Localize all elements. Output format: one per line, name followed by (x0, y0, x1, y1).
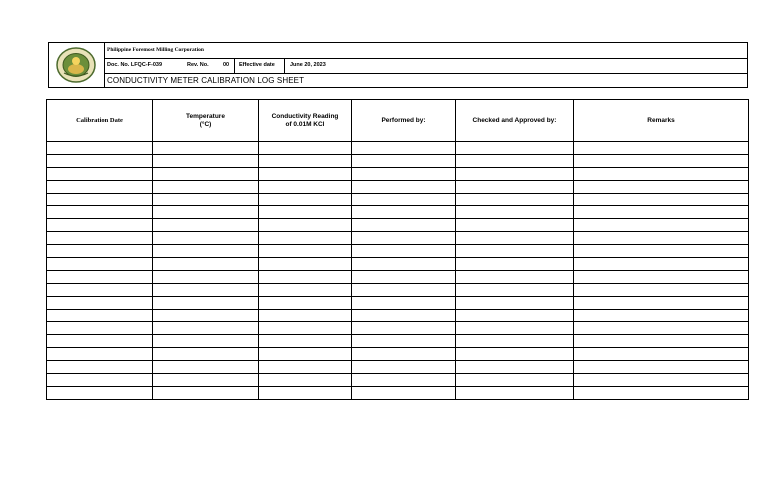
table-row (47, 154, 749, 167)
remarks-cell[interactable] (574, 258, 749, 271)
effective-date-value: June 20, 2023 (290, 62, 326, 68)
performed-by-cell[interactable] (352, 322, 456, 335)
calibration-date-cell[interactable] (47, 374, 153, 387)
conductivity-reading-cell[interactable] (259, 348, 352, 361)
remarks-cell[interactable] (574, 167, 749, 180)
checked-by-cell[interactable] (456, 206, 574, 219)
performed-by-cell[interactable] (352, 154, 456, 167)
remarks-cell[interactable] (574, 206, 749, 219)
temperature-cell[interactable] (153, 361, 259, 374)
conductivity-reading-cell[interactable] (259, 374, 352, 387)
document-info-row (104, 58, 747, 74)
temperature-cell[interactable] (153, 219, 259, 232)
calibration-date-cell[interactable] (47, 219, 153, 232)
calibration-date-cell[interactable] (47, 283, 153, 296)
performed-by-cell[interactable] (352, 206, 456, 219)
conductivity-reading-cell[interactable] (259, 309, 352, 322)
conductivity-reading-cell[interactable] (259, 154, 352, 167)
temperature-cell[interactable] (153, 348, 259, 361)
revision-value: 00 (223, 62, 230, 68)
temperature-cell[interactable] (153, 180, 259, 193)
temperature-cell[interactable] (153, 296, 259, 309)
table-row (47, 270, 749, 283)
conductivity-reading-cell[interactable] (259, 193, 352, 206)
table-row (47, 283, 749, 296)
remarks-cell[interactable] (574, 270, 749, 283)
calibration-date-cell[interactable] (47, 361, 153, 374)
table-row (47, 219, 749, 232)
performed-by-cell[interactable] (352, 309, 456, 322)
calibration-date-cell[interactable] (47, 322, 153, 335)
remarks-cell[interactable] (574, 245, 749, 258)
table-row (47, 296, 749, 309)
checked-by-cell[interactable] (456, 154, 574, 167)
checked-by-cell[interactable] (456, 361, 574, 374)
effective-date-label: Effective date (239, 62, 275, 68)
calibration-date-cell[interactable] (47, 167, 153, 180)
calibration-date-cell[interactable] (47, 309, 153, 322)
calibration-date-cell[interactable] (47, 193, 153, 206)
conductivity-reading-cell[interactable] (259, 206, 352, 219)
checked-by-cell[interactable] (456, 245, 574, 258)
remarks-cell[interactable] (574, 154, 749, 167)
calibration-date-cell[interactable] (47, 296, 153, 309)
performed-by-cell[interactable] (352, 374, 456, 387)
checked-by-cell[interactable] (456, 348, 574, 361)
form-title: CONDUCTIVITY METER CALIBRATION LOG SHEET (107, 76, 305, 85)
table-row (47, 245, 749, 258)
calibration-date-cell[interactable] (47, 245, 153, 258)
temperature-cell[interactable] (153, 374, 259, 387)
conductivity-reading-cell[interactable] (259, 386, 352, 399)
remarks-cell[interactable] (574, 348, 749, 361)
company-logo-icon (55, 46, 97, 84)
performed-by-cell[interactable] (352, 193, 456, 206)
performed-by-cell[interactable] (352, 180, 456, 193)
checked-by-cell[interactable] (456, 232, 574, 245)
company-logo-cell (49, 43, 105, 87)
remarks-cell[interactable] (574, 386, 749, 399)
column-header-unit: (°C) (199, 120, 212, 128)
column-header-label: of 0.01M KCl (285, 120, 325, 128)
remarks-cell[interactable] (574, 361, 749, 374)
calibration-date-cell[interactable] (47, 270, 153, 283)
conductivity-reading-cell[interactable] (259, 167, 352, 180)
form-header (48, 42, 748, 88)
remarks-cell[interactable] (574, 232, 749, 245)
conductivity-reading-cell[interactable] (259, 270, 352, 283)
remarks-cell[interactable] (574, 296, 749, 309)
column-header-temperature (153, 100, 259, 142)
conductivity-reading-cell[interactable] (259, 335, 352, 348)
conductivity-reading-cell[interactable] (259, 245, 352, 258)
performed-by-cell[interactable] (352, 232, 456, 245)
conductivity-reading-cell[interactable] (259, 322, 352, 335)
temperature-cell[interactable] (153, 245, 259, 258)
temperature-cell[interactable] (153, 270, 259, 283)
table-row (47, 374, 749, 387)
calibration-date-cell[interactable] (47, 142, 153, 155)
checked-by-cell[interactable] (456, 322, 574, 335)
divider (284, 58, 285, 73)
calibration-date-cell[interactable] (47, 154, 153, 167)
doc-number: Doc. No. LFQC-F-039 (107, 62, 163, 68)
conductivity-reading-cell[interactable] (259, 219, 352, 232)
performed-by-cell[interactable] (352, 296, 456, 309)
remarks-cell[interactable] (574, 219, 749, 232)
performed-by-cell[interactable] (352, 245, 456, 258)
table-row (47, 193, 749, 206)
remarks-cell[interactable] (574, 193, 749, 206)
column-header-checked-by (456, 100, 574, 142)
calibration-date-cell[interactable] (47, 180, 153, 193)
checked-by-cell[interactable] (456, 270, 574, 283)
checked-by-cell[interactable] (456, 142, 574, 155)
temperature-cell[interactable] (153, 283, 259, 296)
checked-by-cell[interactable] (456, 296, 574, 309)
conductivity-reading-cell[interactable] (259, 180, 352, 193)
checked-by-cell[interactable] (456, 374, 574, 387)
temperature-cell[interactable] (153, 142, 259, 155)
checked-by-cell[interactable] (456, 386, 574, 399)
table-body (47, 142, 749, 400)
column-header-label: Temperature (186, 113, 225, 121)
calibration-date-cell[interactable] (47, 206, 153, 219)
performed-by-cell[interactable] (352, 142, 456, 155)
column-header-label: Performed by: (381, 116, 426, 124)
table-row (47, 180, 749, 193)
column-header-conductivity-reading (259, 100, 352, 142)
remarks-cell[interactable] (574, 374, 749, 387)
column-header-label: Remarks (647, 116, 675, 124)
remarks-cell[interactable] (574, 142, 749, 155)
conductivity-reading-cell[interactable] (259, 258, 352, 271)
table-row (47, 309, 749, 322)
temperature-cell[interactable] (153, 154, 259, 167)
conductivity-reading-cell[interactable] (259, 142, 352, 155)
column-header-label: Conductivity Reading (271, 113, 339, 121)
column-header-calibration-date (47, 100, 153, 142)
temperature-cell[interactable] (153, 193, 259, 206)
temperature-cell[interactable] (153, 167, 259, 180)
calibration-date-cell[interactable] (47, 386, 153, 399)
table-row (47, 142, 749, 155)
conductivity-reading-cell[interactable] (259, 232, 352, 245)
table-row (47, 232, 749, 245)
performed-by-cell[interactable] (352, 219, 456, 232)
temperature-cell[interactable] (153, 386, 259, 399)
column-header-label: Calibration Date (76, 116, 123, 124)
performed-by-cell[interactable] (352, 335, 456, 348)
table-row (47, 167, 749, 180)
company-name: Philippine Foremost Milling Corporation (104, 43, 747, 59)
table-row (47, 361, 749, 374)
remarks-cell[interactable] (574, 309, 749, 322)
conductivity-reading-cell[interactable] (259, 361, 352, 374)
table-row (47, 322, 749, 335)
checked-by-cell[interactable] (456, 193, 574, 206)
checked-by-cell[interactable] (456, 219, 574, 232)
calibration-date-cell[interactable] (47, 258, 153, 271)
calibration-date-cell[interactable] (47, 232, 153, 245)
temperature-cell[interactable] (153, 335, 259, 348)
performed-by-cell[interactable] (352, 348, 456, 361)
calibration-date-cell[interactable] (47, 348, 153, 361)
performed-by-cell[interactable] (352, 258, 456, 271)
checked-by-cell[interactable] (456, 258, 574, 271)
performed-by-cell[interactable] (352, 283, 456, 296)
conductivity-reading-cell[interactable] (259, 283, 352, 296)
revision-label: Rev. No. (187, 62, 209, 68)
temperature-cell[interactable] (153, 232, 259, 245)
remarks-cell[interactable] (574, 283, 749, 296)
performed-by-cell[interactable] (352, 361, 456, 374)
checked-by-cell[interactable] (456, 167, 574, 180)
divider (234, 58, 235, 73)
checked-by-cell[interactable] (456, 335, 574, 348)
performed-by-cell[interactable] (352, 167, 456, 180)
table-row (47, 206, 749, 219)
performed-by-cell[interactable] (352, 386, 456, 399)
column-header-label: Checked and Approved by: (472, 116, 557, 124)
remarks-cell[interactable] (574, 322, 749, 335)
performed-by-cell[interactable] (352, 270, 456, 283)
table-row (47, 335, 749, 348)
checked-by-cell[interactable] (456, 180, 574, 193)
temperature-cell[interactable] (153, 206, 259, 219)
table-row (47, 386, 749, 399)
conductivity-reading-cell[interactable] (259, 296, 352, 309)
temperature-cell[interactable] (153, 258, 259, 271)
column-header-performed-by (352, 100, 456, 142)
temperature-cell[interactable] (153, 322, 259, 335)
checked-by-cell[interactable] (456, 309, 574, 322)
calibration-date-cell[interactable] (47, 335, 153, 348)
table-row (47, 258, 749, 271)
table-row (47, 348, 749, 361)
temperature-cell[interactable] (153, 309, 259, 322)
remarks-cell[interactable] (574, 180, 749, 193)
remarks-cell[interactable] (574, 335, 749, 348)
table-header-row (47, 100, 749, 142)
calibration-log-table (46, 99, 749, 400)
column-header-remarks (574, 100, 749, 142)
checked-by-cell[interactable] (456, 283, 574, 296)
